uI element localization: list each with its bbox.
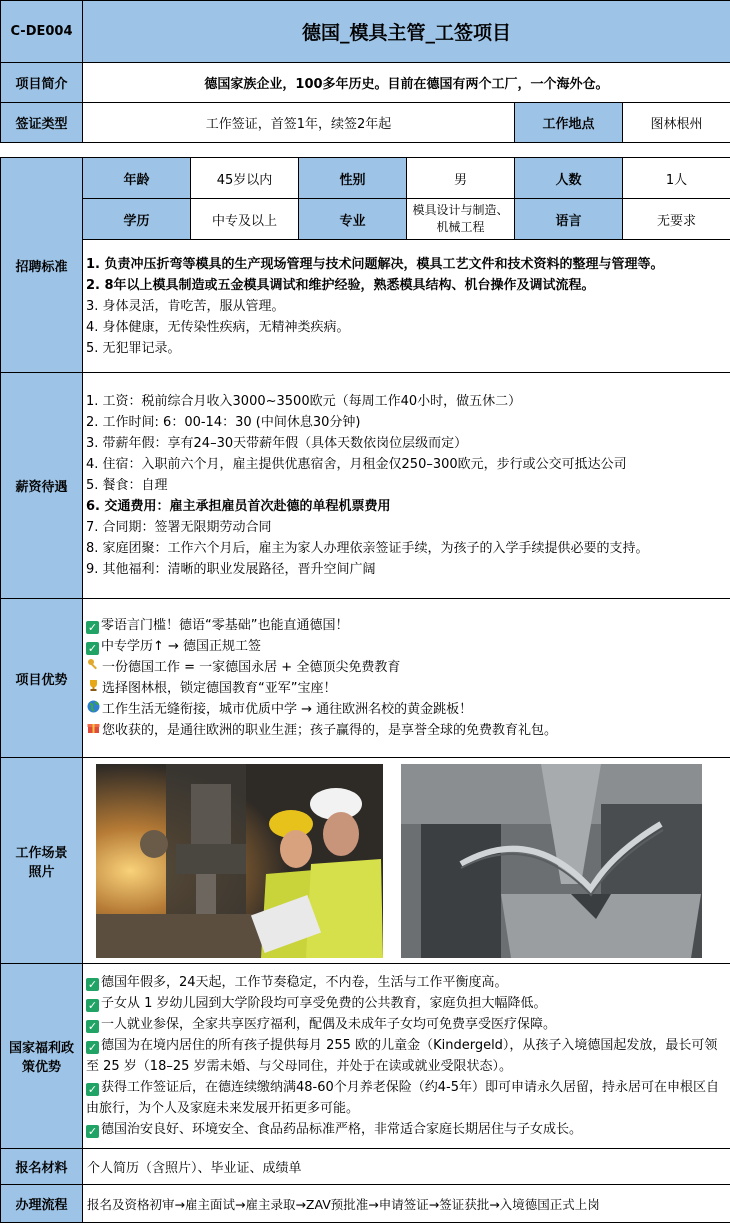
list-item: 6. 交通费用：雇主承担雇员首次赴德的单程机票费用 xyxy=(86,499,391,514)
location-value: 图林根州 xyxy=(623,103,730,143)
list-item: ✓ 一人就业参保，全家共享医疗福利，配偶及未成年子女均可免费享受医疗保障。 xyxy=(87,1017,557,1033)
list-item: 1. 工资：税前综合月收入3000~3500欧元（每周工作40小时，做五休二） xyxy=(86,394,522,409)
count-value: 1人 xyxy=(623,158,730,199)
list-item: ✓ 零语言门槛！德语“零基础”也能直通德国！ xyxy=(87,618,349,634)
list-item: 1. 负责冲压折弯等模具的生产现场管理与技术问题解决，模具工艺文件和技术资料的整理与管理等。 xyxy=(86,256,664,272)
visa-text: 工作签证，首签1年，续签2年起 xyxy=(83,103,515,143)
process-text: 报名及资格初审→雇主面试→雇主录取→ZAV预批准→申请签证→签证获批→入境德国正式上岗 xyxy=(83,1185,730,1223)
globe-icon xyxy=(86,699,100,720)
check-icon: ✓ xyxy=(87,1041,98,1054)
lang-value: 无要求 xyxy=(623,199,730,240)
list-item: 您收获的，是通往欧洲的职业生涯；孩子赢得的，是享誉全球的免费教育礼包。 xyxy=(86,720,727,741)
list-item: 3. 身体灵活，肯吃苦，服从管理。 xyxy=(86,298,285,314)
process-label: 办理流程 xyxy=(1,1185,83,1223)
intro-label: 项目简介 xyxy=(1,63,83,103)
check-icon: ✓ xyxy=(87,1083,98,1096)
list-item: 5. 餐食：自理 xyxy=(86,478,168,493)
photos-cell xyxy=(83,758,730,964)
press-brake-photo xyxy=(401,764,702,958)
recruit-label: 招聘标准 xyxy=(1,158,83,373)
list-item: 2. 工作时间: 6：00-14：30 (中间休息30分钟) xyxy=(86,415,361,430)
check-icon: ✓ xyxy=(87,999,98,1012)
location-label: 工作地点 xyxy=(515,103,623,143)
welfare-label: 国家福利政策优势 xyxy=(1,964,83,1149)
edu-label: 学历 xyxy=(83,199,191,240)
gift-icon xyxy=(86,720,100,741)
requirements-list xyxy=(83,240,730,373)
list-item: 4. 住宿：入职前六个月，雇主提供优惠宿舍，月租金仅250–300欧元，步行或公交可抵达公司 xyxy=(86,457,627,472)
check-icon: ✓ xyxy=(87,621,98,634)
lang-label: 语言 xyxy=(515,199,623,240)
list-item: ✓ 获得工作签证后，在德连续缴纳满48-60个月养老保险（约4-5年）即可申请永久居留，持永居可在申根区自由旅行，为个人及家庭未来发展开拓更多可能。 xyxy=(86,1080,720,1116)
check-icon: ✓ xyxy=(87,1020,98,1033)
list-item: 一份德国工作 = 一家德国永居 + 全德顶尖免费教育 xyxy=(86,657,727,678)
list-item: 选择图林根，锁定德国教育“亚军”宝座！ xyxy=(86,678,727,699)
welfare-list xyxy=(83,964,730,1149)
project-code: C-DE004 xyxy=(1,1,83,63)
list-item: 2. 8年以上模具制造或五金模具调试和维护经验，熟悉模具结构、机台操作及调试流程。 xyxy=(86,277,595,293)
top-table xyxy=(0,0,730,143)
list-item: 3. 带薪年假：享有24–30天带薪年假（具体天数依岗位层级而定） xyxy=(86,436,468,451)
materials-label: 报名材料 xyxy=(1,1149,83,1185)
page-title: 德国_模具主管_工签项目 xyxy=(83,1,730,63)
check-icon: ✓ xyxy=(87,978,98,991)
check-icon: ✓ xyxy=(87,1125,98,1138)
gender-label: 性别 xyxy=(299,158,407,199)
list-item: 4. 身体健康，无传染性疾病，无精神类疾病。 xyxy=(86,319,350,335)
list-item: 5. 无犯罪记录。 xyxy=(86,340,181,356)
trophy-icon xyxy=(86,678,100,699)
main-table xyxy=(0,157,730,1223)
key-icon xyxy=(86,657,100,678)
list-item: ✓ 德国治安良好、环境安全、食品药品标准严格，非常适合家庭长期居住与子女成长。 xyxy=(87,1122,583,1138)
list-item: 9. 其他福利：清晰的职业发展路径，晋升空间广阔 xyxy=(86,562,376,577)
list-item: 7. 合同期：签署无限期劳动合同 xyxy=(86,520,272,535)
list-item: 工作生活无缝衔接，城市优质中学 → 通往欧洲名校的黄金跳板！ xyxy=(86,699,727,720)
advantages-list xyxy=(83,599,730,758)
salary-label: 薪资待遇 xyxy=(1,373,83,599)
major-label: 专业 xyxy=(299,199,407,240)
edu-value: 中专及以上 xyxy=(191,199,299,240)
intro-text: 德国家族企业，100多年历史。目前在德国有两个工厂，一个海外仓。 xyxy=(83,63,730,103)
list-item: ✓ 子女从 1 岁幼儿园到大学阶段均可享受免费的公共教育，家庭负担大幅降低。 xyxy=(87,996,547,1012)
list-item: ✓ 德国为在境内居住的所有孩子提供每月 255 欧的儿童金（Kindergeld），从孩子入境德国起发放，最长可领至 25 岁（18–25 岁需未婚、与父母同住，并处于在读或就业受限状态）。 xyxy=(86,1038,718,1074)
major-value: 模具设计与制造、机械工程 xyxy=(407,199,515,240)
materials-text: 个人简历（含照片）、毕业证、成绩单 xyxy=(83,1149,730,1185)
gender-value: 男 xyxy=(407,158,515,199)
list-item: ✓ 德国年假多，24天起，工作节奏稳定，不内卷，生活与工作平衡度高。 xyxy=(87,975,508,991)
age-value: 45岁以内 xyxy=(191,158,299,199)
list-item: 8. 家庭团聚：工作六个月后，雇主为家人办理依亲签证手续，为孩子的入学手续提供必要的支持。 xyxy=(86,541,649,556)
count-label: 人数 xyxy=(515,158,623,199)
salary-list xyxy=(83,373,730,599)
age-label: 年龄 xyxy=(83,158,191,199)
list-item: ✓ 中专学历↑ → 德国正规工签 xyxy=(87,639,262,655)
workshop-photo xyxy=(96,764,383,958)
visa-label: 签证类型 xyxy=(1,103,83,143)
check-icon: ✓ xyxy=(87,642,98,655)
advantages-label: 项目优势 xyxy=(1,599,83,758)
photos-label: 工作场景照片 xyxy=(1,758,83,964)
